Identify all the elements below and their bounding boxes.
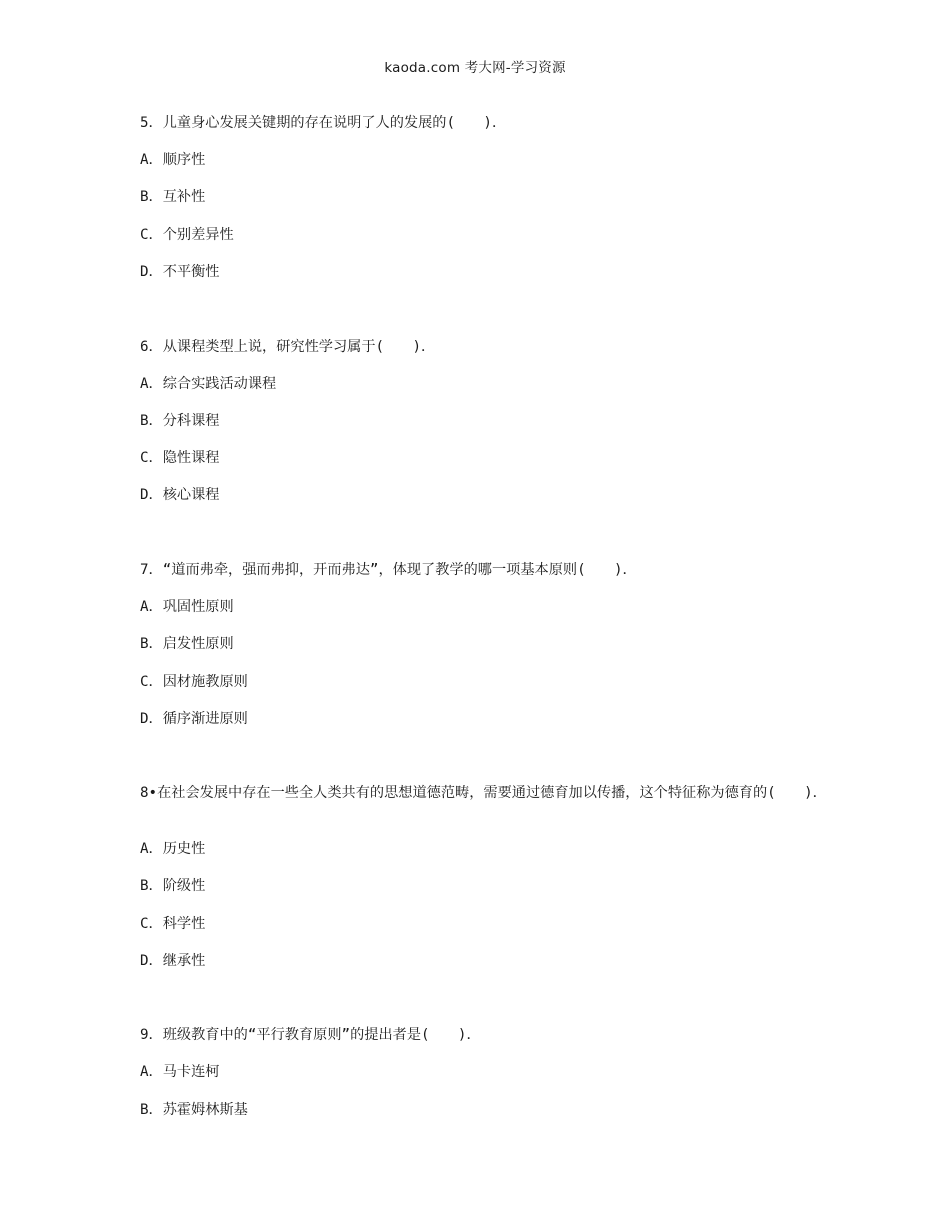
question-stem: 7．“道而弗牵，强而弗抑，开而弗达”，体现了教学的哪一项基本原则( )．	[140, 562, 637, 578]
option-c: C．因材施教原则	[140, 674, 248, 690]
option-b: B．启发性原则	[140, 636, 234, 652]
option-a: A．顺序性	[140, 152, 206, 168]
question-stem: 6．从课程类型上说，研究性学习属于( )．	[140, 339, 436, 355]
option-d: D．核心课程	[140, 487, 220, 503]
page-header	[0, 56, 950, 76]
header-title: 考大网-学习资源	[464, 60, 566, 76]
option-a: A．巩固性原则	[140, 599, 234, 615]
option-c: C．科学性	[140, 916, 206, 932]
option-b: B．阶级性	[140, 878, 206, 894]
option-c: C．个别差异性	[140, 227, 234, 243]
question-stem: 5．儿童身心发展关键期的存在说明了人的发展的( )．	[140, 115, 507, 131]
option-d: D．循序渐进原则	[140, 711, 248, 727]
option-c: C．隐性课程	[140, 450, 220, 466]
option-d: D．不平衡性	[140, 264, 220, 280]
option-b: B．互补性	[140, 189, 206, 205]
option-a: A．马卡连柯	[140, 1064, 220, 1080]
option-a: A．历史性	[140, 841, 206, 857]
question-stem: 9．班级教育中的“平行教育原则”的提出者是( )．	[140, 1027, 481, 1043]
option-d: D．继承性	[140, 953, 206, 969]
header-site: kaoda.com	[384, 60, 461, 76]
option-b: B．苏霍姆林斯基	[140, 1102, 248, 1118]
question-stem: 8•在社会发展中存在一些全人类共有的思想道德范畴，需要通过德育加以传播，这个特征称为德育的( )．	[140, 785, 827, 801]
option-b: B．分科课程	[140, 413, 220, 429]
option-a: A．综合实践活动课程	[140, 376, 277, 392]
